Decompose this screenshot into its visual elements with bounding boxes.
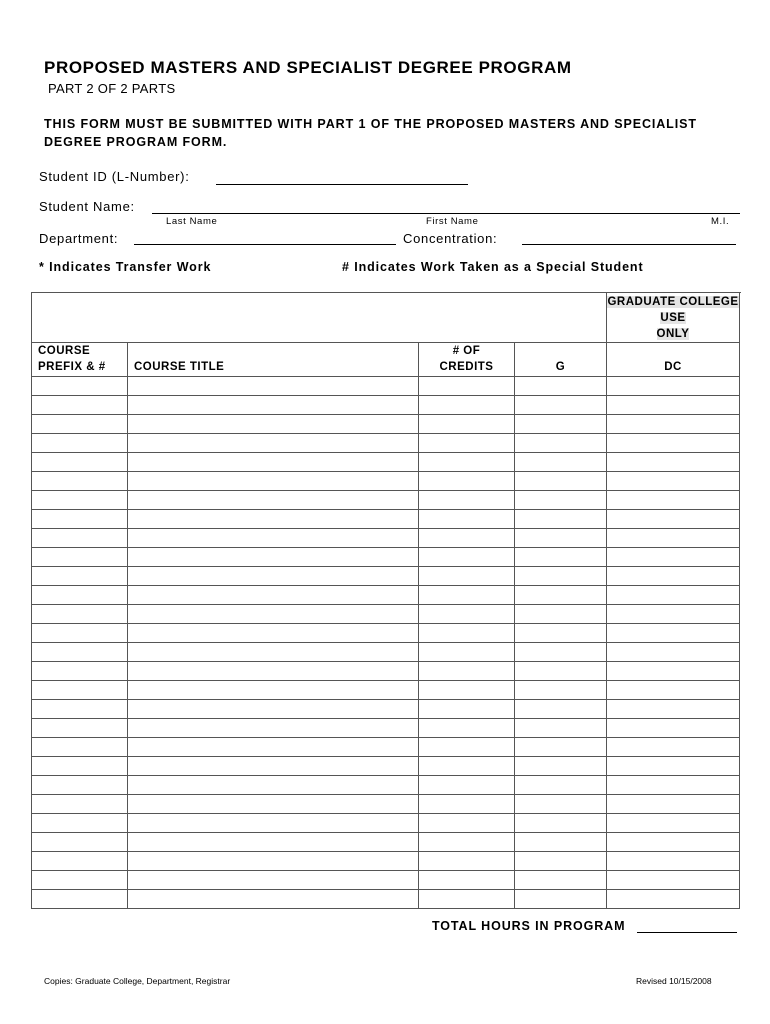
dc-cell[interactable] <box>607 814 740 833</box>
course-title-cell[interactable] <box>128 548 419 567</box>
course-row <box>32 719 740 738</box>
course-prefix-cell[interactable] <box>32 814 128 833</box>
g-cell[interactable] <box>515 377 607 396</box>
credits-header-line2: CREDITS <box>439 361 494 373</box>
course-prefix-cell[interactable] <box>32 852 128 871</box>
g-cell[interactable] <box>515 738 607 757</box>
course-prefix-header-line2: PREFIX & # <box>38 361 106 373</box>
course-title-cell[interactable] <box>128 738 419 757</box>
course-title-cell[interactable] <box>128 529 419 548</box>
department-field[interactable] <box>134 244 396 245</box>
course-row <box>32 852 740 871</box>
course-prefix-header <box>32 343 128 377</box>
student-name-field[interactable] <box>152 213 740 214</box>
course-row <box>32 434 740 453</box>
course-row <box>32 605 740 624</box>
form-title: PROPOSED MASTERS AND SPECIALIST DEGREE PROGRAM <box>44 58 572 77</box>
course-title-cell[interactable] <box>128 377 419 396</box>
course-title-cell[interactable] <box>128 757 419 776</box>
credits-cell[interactable] <box>419 548 515 567</box>
g-cell[interactable] <box>515 491 607 510</box>
dc-cell[interactable] <box>607 529 740 548</box>
g-cell[interactable] <box>515 510 607 529</box>
course-prefix-cell[interactable] <box>32 624 128 643</box>
course-title-cell[interactable] <box>128 719 419 738</box>
dc-cell[interactable] <box>607 491 740 510</box>
g-cell[interactable] <box>515 624 607 643</box>
course-prefix-cell[interactable] <box>32 567 128 586</box>
graduate-college-use-header <box>607 293 740 343</box>
course-row <box>32 643 740 662</box>
graduate-college-use-line2: ONLY <box>656 328 690 340</box>
concentration-field[interactable] <box>522 244 736 245</box>
credits-cell[interactable] <box>419 852 515 871</box>
student-id-field[interactable] <box>216 184 468 185</box>
g-cell[interactable] <box>515 833 607 852</box>
credits-cell[interactable] <box>419 871 515 890</box>
dc-cell[interactable] <box>607 643 740 662</box>
dc-cell[interactable] <box>607 415 740 434</box>
course-title-cell[interactable] <box>128 643 419 662</box>
course-title-cell[interactable] <box>128 567 419 586</box>
dc-cell[interactable] <box>607 434 740 453</box>
dc-cell[interactable] <box>607 377 740 396</box>
credits-cell[interactable] <box>419 453 515 472</box>
course-title-cell[interactable] <box>128 833 419 852</box>
g-cell[interactable] <box>515 586 607 605</box>
g-cell[interactable] <box>515 814 607 833</box>
dc-cell[interactable] <box>607 852 740 871</box>
dc-cell[interactable] <box>607 757 740 776</box>
course-title-header: COURSE TITLE <box>128 343 419 377</box>
dc-cell[interactable] <box>607 890 740 909</box>
g-cell[interactable] <box>515 776 607 795</box>
course-title-cell[interactable] <box>128 510 419 529</box>
course-row <box>32 757 740 776</box>
dc-cell[interactable] <box>607 548 740 567</box>
course-row <box>32 738 740 757</box>
course-prefix-cell[interactable] <box>32 605 128 624</box>
course-row <box>32 415 740 434</box>
course-row <box>32 681 740 700</box>
credits-cell[interactable] <box>419 890 515 909</box>
submission-notice: THIS FORM MUST BE SUBMITTED WITH PART 1 OF THE PROPOSED MASTERS AND SPECIALIST DEGREE PROGRAM FORM. <box>44 117 697 149</box>
student-id-label: Student ID (L-Number): <box>39 169 190 184</box>
graduate-college-header-row <box>32 293 740 343</box>
mi-caption: M.I. <box>711 216 730 227</box>
course-prefix-cell[interactable] <box>32 719 128 738</box>
course-title-cell[interactable] <box>128 852 419 871</box>
course-title-cell[interactable] <box>128 890 419 909</box>
course-row <box>32 396 740 415</box>
course-prefix-cell[interactable] <box>32 377 128 396</box>
dc-cell[interactable] <box>607 605 740 624</box>
course-title-cell[interactable] <box>128 700 419 719</box>
course-title-cell[interactable] <box>128 434 419 453</box>
course-prefix-cell[interactable] <box>32 529 128 548</box>
credits-cell[interactable] <box>419 776 515 795</box>
g-cell[interactable] <box>515 643 607 662</box>
credits-header <box>419 343 515 377</box>
course-table <box>31 292 740 909</box>
course-row <box>32 529 740 548</box>
g-cell[interactable] <box>515 453 607 472</box>
department-label: Department: <box>39 231 119 246</box>
credits-cell[interactable] <box>419 510 515 529</box>
credits-cell[interactable] <box>419 605 515 624</box>
course-title-cell[interactable] <box>128 605 419 624</box>
g-cell[interactable] <box>515 415 607 434</box>
course-title-cell[interactable] <box>128 491 419 510</box>
credits-cell[interactable] <box>419 719 515 738</box>
course-prefix-cell[interactable] <box>32 738 128 757</box>
course-row <box>32 491 740 510</box>
course-row <box>32 795 740 814</box>
course-prefix-cell[interactable] <box>32 586 128 605</box>
g-cell[interactable] <box>515 662 607 681</box>
credits-cell[interactable] <box>419 491 515 510</box>
course-prefix-cell[interactable] <box>32 681 128 700</box>
credits-cell[interactable] <box>419 624 515 643</box>
g-cell[interactable] <box>515 529 607 548</box>
dc-cell[interactable] <box>607 795 740 814</box>
credits-cell[interactable] <box>419 738 515 757</box>
credits-cell[interactable] <box>419 643 515 662</box>
g-cell[interactable] <box>515 396 607 415</box>
course-row <box>32 586 740 605</box>
credits-cell[interactable] <box>419 567 515 586</box>
g-cell[interactable] <box>515 795 607 814</box>
g-cell[interactable] <box>515 852 607 871</box>
table-top-blank <box>32 293 607 343</box>
g-header: G <box>515 343 607 377</box>
g-cell[interactable] <box>515 719 607 738</box>
course-title-cell[interactable] <box>128 814 419 833</box>
g-cell[interactable] <box>515 871 607 890</box>
course-row <box>32 890 740 909</box>
g-cell[interactable] <box>515 605 607 624</box>
g-cell[interactable] <box>515 681 607 700</box>
course-title-cell[interactable] <box>128 396 419 415</box>
course-title-cell[interactable] <box>128 795 419 814</box>
g-cell[interactable] <box>515 757 607 776</box>
dc-cell[interactable] <box>607 700 740 719</box>
g-cell[interactable] <box>515 548 607 567</box>
g-cell[interactable] <box>515 472 607 491</box>
credits-cell[interactable] <box>419 472 515 491</box>
course-title-cell[interactable] <box>128 415 419 434</box>
course-prefix-cell[interactable] <box>32 396 128 415</box>
course-row <box>32 510 740 529</box>
course-row <box>32 472 740 491</box>
form-subtitle: PART 2 OF 2 PARTS <box>48 81 176 96</box>
course-title-cell[interactable] <box>128 472 419 491</box>
course-row <box>32 377 740 396</box>
credits-cell[interactable] <box>419 434 515 453</box>
course-row <box>32 453 740 472</box>
course-prefix-cell[interactable] <box>32 700 128 719</box>
dc-cell[interactable] <box>607 586 740 605</box>
course-row <box>32 624 740 643</box>
total-hours-label: TOTAL HOURS IN PROGRAM <box>432 919 626 933</box>
course-row <box>32 548 740 567</box>
transfer-work-legend: * Indicates Transfer Work <box>39 260 212 274</box>
credits-cell[interactable] <box>419 700 515 719</box>
copies-footer: Copies: Graduate College, Department, Registrar <box>44 976 231 986</box>
course-prefix-cell[interactable] <box>32 795 128 814</box>
course-row <box>32 833 740 852</box>
first-name-caption: First Name <box>426 216 479 227</box>
dc-cell[interactable] <box>607 833 740 852</box>
dc-cell[interactable] <box>607 662 740 681</box>
dc-cell[interactable] <box>607 624 740 643</box>
course-prefix-cell[interactable] <box>32 472 128 491</box>
credits-cell[interactable] <box>419 795 515 814</box>
dc-cell[interactable] <box>607 871 740 890</box>
course-prefix-cell[interactable] <box>32 776 128 795</box>
course-prefix-cell[interactable] <box>32 415 128 434</box>
credits-cell[interactable] <box>419 662 515 681</box>
dc-cell[interactable] <box>607 738 740 757</box>
credits-header-line1: # OF <box>452 345 481 357</box>
credits-cell[interactable] <box>419 814 515 833</box>
dc-cell[interactable] <box>607 567 740 586</box>
course-prefix-header-line1: COURSE <box>38 345 91 357</box>
dc-cell[interactable] <box>607 472 740 491</box>
course-row <box>32 567 740 586</box>
course-prefix-cell[interactable] <box>32 491 128 510</box>
dc-cell[interactable] <box>607 453 740 472</box>
course-row <box>32 662 740 681</box>
course-title-cell[interactable] <box>128 453 419 472</box>
course-prefix-cell[interactable] <box>32 453 128 472</box>
g-cell[interactable] <box>515 890 607 909</box>
graduate-college-use-line1: GRADUATE COLLEGE USE <box>607 296 739 324</box>
course-row <box>32 700 740 719</box>
credits-cell[interactable] <box>419 377 515 396</box>
total-hours-field[interactable] <box>637 932 737 933</box>
student-name-label: Student Name: <box>39 199 135 214</box>
credits-cell[interactable] <box>419 757 515 776</box>
dc-cell[interactable] <box>607 396 740 415</box>
g-cell[interactable] <box>515 434 607 453</box>
g-cell[interactable] <box>515 567 607 586</box>
last-name-caption: Last Name <box>166 216 218 227</box>
course-title-cell[interactable] <box>128 871 419 890</box>
course-prefix-cell[interactable] <box>32 757 128 776</box>
credits-cell[interactable] <box>419 586 515 605</box>
credits-cell[interactable] <box>419 529 515 548</box>
course-prefix-cell[interactable] <box>32 510 128 529</box>
course-title-cell[interactable] <box>128 776 419 795</box>
revised-date-footer: Revised 10/15/2008 <box>636 976 712 986</box>
credits-cell[interactable] <box>419 396 515 415</box>
course-prefix-cell[interactable] <box>32 890 128 909</box>
course-prefix-cell[interactable] <box>32 662 128 681</box>
credits-cell[interactable] <box>419 415 515 434</box>
course-title-cell[interactable] <box>128 586 419 605</box>
g-cell[interactable] <box>515 700 607 719</box>
concentration-label: Concentration: <box>403 231 498 246</box>
course-title-cell[interactable] <box>128 624 419 643</box>
credits-cell[interactable] <box>419 681 515 700</box>
course-title-cell[interactable] <box>128 681 419 700</box>
course-prefix-cell[interactable] <box>32 643 128 662</box>
course-row <box>32 814 740 833</box>
course-prefix-cell[interactable] <box>32 548 128 567</box>
credits-cell[interactable] <box>419 833 515 852</box>
special-student-legend: # Indicates Work Taken as a Special Student <box>342 260 644 274</box>
course-prefix-cell[interactable] <box>32 434 128 453</box>
course-row <box>32 776 740 795</box>
column-header-row <box>32 343 740 377</box>
course-prefix-cell[interactable] <box>32 871 128 890</box>
course-prefix-cell[interactable] <box>32 833 128 852</box>
dc-cell[interactable] <box>607 776 740 795</box>
dc-cell[interactable] <box>607 681 740 700</box>
course-row <box>32 871 740 890</box>
course-title-cell[interactable] <box>128 662 419 681</box>
dc-header: DC <box>607 343 740 377</box>
dc-cell[interactable] <box>607 510 740 529</box>
dc-cell[interactable] <box>607 719 740 738</box>
